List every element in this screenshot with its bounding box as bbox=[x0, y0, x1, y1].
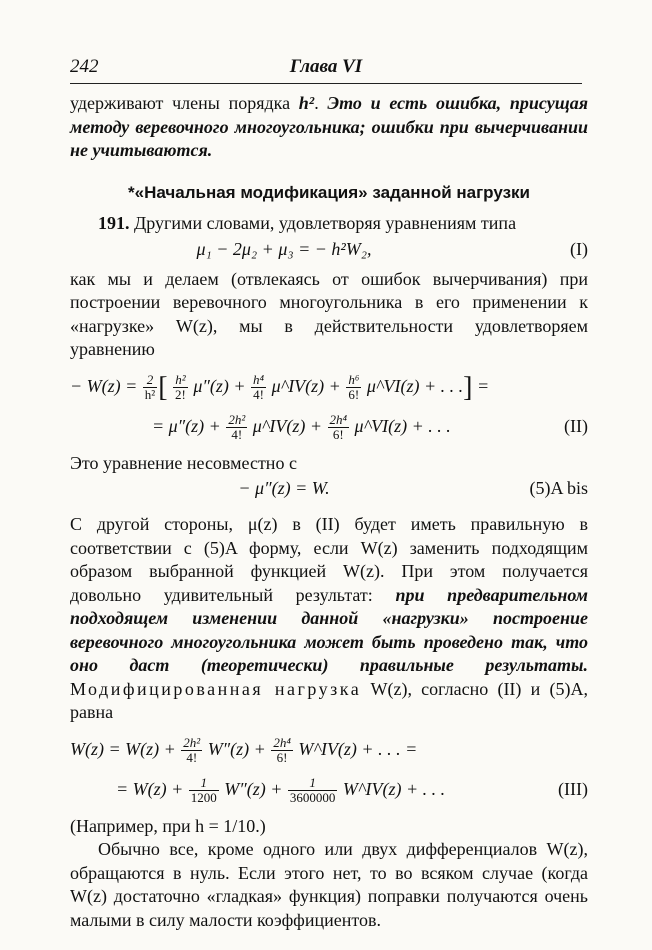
denominator: 1200 bbox=[190, 789, 217, 805]
chapter-title: Глава VI bbox=[289, 56, 363, 77]
paragraph-191 bbox=[70, 212, 588, 236]
section-heading: *«Начальная модификация» заданной нагрузки bbox=[128, 182, 530, 202]
numerator: 2h² bbox=[228, 411, 246, 427]
header-rule bbox=[70, 83, 582, 84]
numerator: h² bbox=[173, 373, 188, 388]
text: . bbox=[314, 93, 328, 113]
eq-term: W^IV(z) + . . . bbox=[342, 778, 446, 799]
eq-term: = μ″(z) + bbox=[152, 415, 221, 436]
equation-4 bbox=[70, 729, 588, 809]
text: удерживают члены порядка bbox=[70, 93, 299, 113]
equation-2 bbox=[70, 366, 588, 446]
paragraph-3: Это уравнение несовместно с bbox=[70, 452, 297, 473]
equation-line bbox=[70, 406, 588, 446]
eq-term: μ^IV(z) + bbox=[252, 415, 322, 436]
fraction bbox=[328, 413, 350, 442]
denominator: 4! bbox=[253, 386, 264, 402]
fraction bbox=[143, 373, 157, 402]
spaced-text: Модифицированная нагрузка bbox=[70, 678, 362, 699]
fraction bbox=[251, 373, 266, 402]
page-body bbox=[70, 92, 588, 932]
fraction bbox=[288, 776, 338, 805]
fraction bbox=[271, 736, 293, 765]
eq-term: W^IV(z) + . . . = bbox=[298, 738, 418, 759]
denominator: h² bbox=[144, 386, 156, 402]
numerator: 2 bbox=[143, 373, 157, 388]
equation-expression: μ₁ − 2μ₂ + μ₃ = − h²W₂, bbox=[196, 238, 372, 259]
section-number: 191. bbox=[98, 213, 130, 233]
numerator: h⁶ bbox=[348, 371, 360, 387]
numerator: 1 bbox=[189, 776, 219, 791]
fraction bbox=[226, 413, 247, 442]
denominator: 3600000 bbox=[289, 789, 336, 805]
denominator: 4! bbox=[186, 749, 198, 765]
fraction bbox=[173, 373, 188, 402]
text: С другой стороны, μ(z) в (II) будет иметь правильную в соответствии с (5)A форму, если W(z) заменить подходящим образом выбранной функцией W(z). При этом получается довольно удивительный результат: bbox=[70, 514, 588, 605]
eq-term: μ^VI(z) + . . . bbox=[366, 375, 464, 396]
paragraph-4 bbox=[70, 513, 588, 725]
emphasized-text: Это и есть ошибка, присущая методу веревочного многоугольника; ошибки при вычерчивании не учитываются. bbox=[70, 93, 588, 160]
bracket: ] bbox=[463, 371, 473, 403]
fraction bbox=[346, 373, 361, 402]
numerator: 2h⁴ bbox=[329, 411, 348, 427]
equation-label: (I) bbox=[570, 238, 588, 259]
numerator: 1 bbox=[288, 776, 338, 791]
numerator: h⁴ bbox=[253, 371, 265, 387]
paragraph-6: Обычно все, кроме одного или двух дифференциалов W(z), обращаются в нуль. Если этого нет, то во всяком случае (когда W(z) достаточно «гладкая» функция) поправки получаются очень малыми в силу малости коэффициентов. bbox=[70, 839, 588, 930]
paragraph-2: как мы и делаем (отвлекаясь от ошибок вычерчивания) при построении веревочного многоугольника в его применении к «нагрузке» W(z), мы в действительности удовлетворяем уравнению bbox=[70, 268, 588, 359]
equation-line bbox=[70, 729, 588, 769]
denominator: 6! bbox=[332, 426, 344, 442]
equation-label: (III) bbox=[558, 778, 588, 799]
numerator: 2h² bbox=[183, 734, 201, 750]
emphasized-text: при предварительном подходящем изменении данной «нагрузки» построение веревочного многоугольника может быть проведено так, что оно даст (теоретически) правильные результаты. bbox=[70, 584, 588, 675]
eq-term: W″(z) + bbox=[207, 738, 266, 759]
bracket: [ bbox=[158, 371, 168, 403]
denominator: 6! bbox=[348, 386, 360, 402]
paragraph-5: (Например, при h = 1/10.) bbox=[70, 815, 266, 836]
equation-label: (5)A bis bbox=[529, 478, 588, 498]
eq-term: μ^VI(z) + . . . bbox=[354, 415, 451, 436]
equation-1 bbox=[70, 238, 588, 266]
eq-term: W″(z) + bbox=[224, 778, 283, 799]
denominator: 6! bbox=[276, 749, 288, 765]
page-header bbox=[70, 52, 582, 82]
denominator: 4! bbox=[231, 426, 243, 442]
text: W(z), согласно (II) и (5)A, равна bbox=[70, 678, 588, 722]
equation-3 bbox=[70, 477, 588, 505]
eq-term: μ^IV(z) + bbox=[271, 375, 341, 396]
eq-term: W(z) = W(z) + bbox=[70, 738, 176, 759]
eq-term: μ″(z) + bbox=[193, 375, 246, 396]
equation-label: (II) bbox=[564, 415, 588, 436]
eq-term: − W(z) = bbox=[70, 375, 138, 396]
fraction bbox=[181, 736, 202, 765]
fraction bbox=[189, 776, 219, 805]
equation-line: − W(z) = $\frac{2}{\text{h²}}$ [ $\frac{\text{h²}}{2!}$ μ″(z) + $\frac{\text{h⁴}}{4!}$ μ^IV(z) + $\frac{\text{h⁶}}{6!}$ μ^VI(z) + . . .] = bbox=[70, 371, 490, 403]
equation-expression: − μ″(z) = W. bbox=[238, 478, 330, 498]
eq-term: = W(z) + bbox=[116, 778, 184, 799]
denominator: 2! bbox=[175, 386, 186, 402]
paragraph-top bbox=[70, 92, 588, 163]
equation-line bbox=[70, 769, 588, 809]
numerator: 2h⁴ bbox=[273, 734, 291, 750]
math-h2: h² bbox=[298, 93, 315, 113]
page-number: 242 bbox=[70, 56, 99, 77]
text: Другими словами, удовлетворяя уравнениям типа bbox=[129, 213, 517, 233]
